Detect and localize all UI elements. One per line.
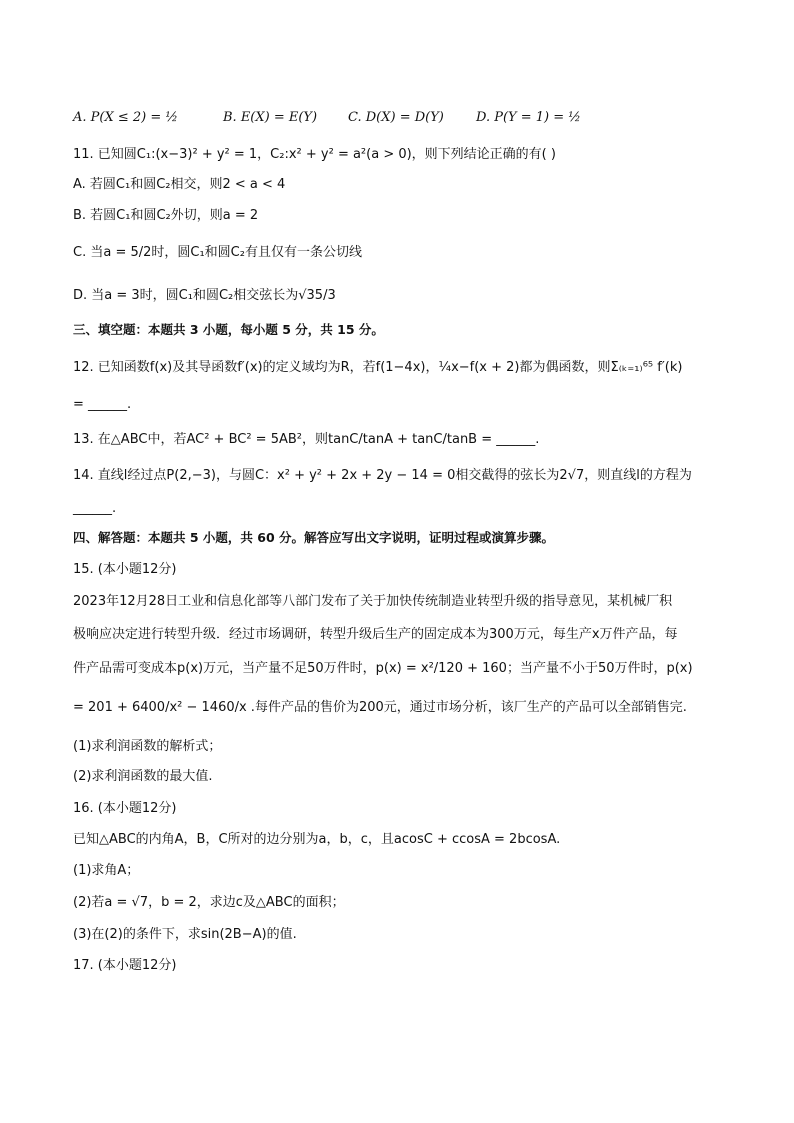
q16-para-1: 已知△ABC的内角A，B，C所对的边分别为a，b，c，且acosC + ccosA = 2bcosA. <box>73 832 561 847</box>
q10-option-b: B. E(X) = E(Y) <box>223 110 318 125</box>
q15-para-4: = 201 + 6400/x² − 1460/x .每件产品的售价为200元，通过市场分析，该厂生产的产品可以全部销售完. <box>73 700 687 715</box>
q11-stem: 11. 已知圆C₁:(x−3)² + y² = 1，C₂:x² + y² = a²(a > 0)，则下列结论正确的有( ) <box>73 147 556 162</box>
q15-sub-1: (1)求利润函数的解析式； <box>73 739 222 754</box>
q10-option-a: A. P(X ≤ 2) = ½ <box>73 110 178 125</box>
q14-line1: 14. 直线l经过点P(2,−3)，与圆C：x² + y² + 2x + 2y − 14 = 0相交截得的弦长为2√7，则直线l的方程为 <box>73 468 692 483</box>
q10-options <box>73 109 734 127</box>
q13: 13. 在△ABC中，若AC² + BC² = 5AB²，则tanC/tanA + tanC/tanB = ______. <box>73 432 540 447</box>
q15-header: 15. (本小题12分) <box>73 562 177 577</box>
q16-sub-1: (1)求角A； <box>73 863 140 878</box>
q12-line1: 12. 已知函数f(x)及其导函数f′(x)的定义域均为R，若f(1−4x)，¼x−f(x + 2)都为偶函数，则Σ₍ₖ₌₁₎⁶⁵ f′(k) <box>73 360 683 375</box>
q12-line2: = ______. <box>73 397 132 412</box>
q14-line2: ______. <box>73 501 117 516</box>
section-answer-heading: 四、解答题：本题共 5 小题，共 60 分。解答应写出文字说明，证明过程或演算步骤。 <box>73 530 555 545</box>
q15-para-1: 2023年12月28日工业和信息化部等八部门发布了关于加快传统制造业转型升级的指导意见，某机械厂积 <box>73 594 673 609</box>
q16-header: 16. (本小题12分) <box>73 801 177 816</box>
section-fill-in-heading: 三、填空题：本题共 3 小题，每小题 5 分，共 15 分。 <box>73 322 384 337</box>
q11-option-d: D. 当a = 3时，圆C₁和圆C₂相交弦长为√35/3 <box>73 288 336 303</box>
q15-para-3: 件产品需可变成本p(x)万元，当产量不足50万件时，p(x) = x²/120 + 160；当产量不小于50万件时，p(x) <box>73 661 693 676</box>
q10-option-d: D. P(Y = 1) = ½ <box>476 110 581 125</box>
q10-option-c: C. D(X) = D(Y) <box>348 110 444 125</box>
q11-option-b: B. 若圆C₁和圆C₂外切，则a = 2 <box>73 208 259 223</box>
q11-option-c: C. 当a = 5/2时，圆C₁和圆C₂有且仅有一条公切线 <box>73 245 362 260</box>
q16-sub-2: (2)若a = √7，b = 2，求边c及△ABC的面积； <box>73 895 345 910</box>
q16-sub-3: (3)在(2)的条件下，求sin(2B−A)的值. <box>73 927 297 942</box>
q11-option-a: A. 若圆C₁和圆C₂相交，则2 < a < 4 <box>73 177 286 192</box>
q15-para-2: 极响应决定进行转型升级．经过市场调研，转型升级后生产的固定成本为300万元，每生产x万件产品，每 <box>73 627 678 642</box>
q17-header: 17. (本小题12分) <box>73 958 177 973</box>
q15-sub-2: (2)求利润函数的最大值. <box>73 769 213 784</box>
